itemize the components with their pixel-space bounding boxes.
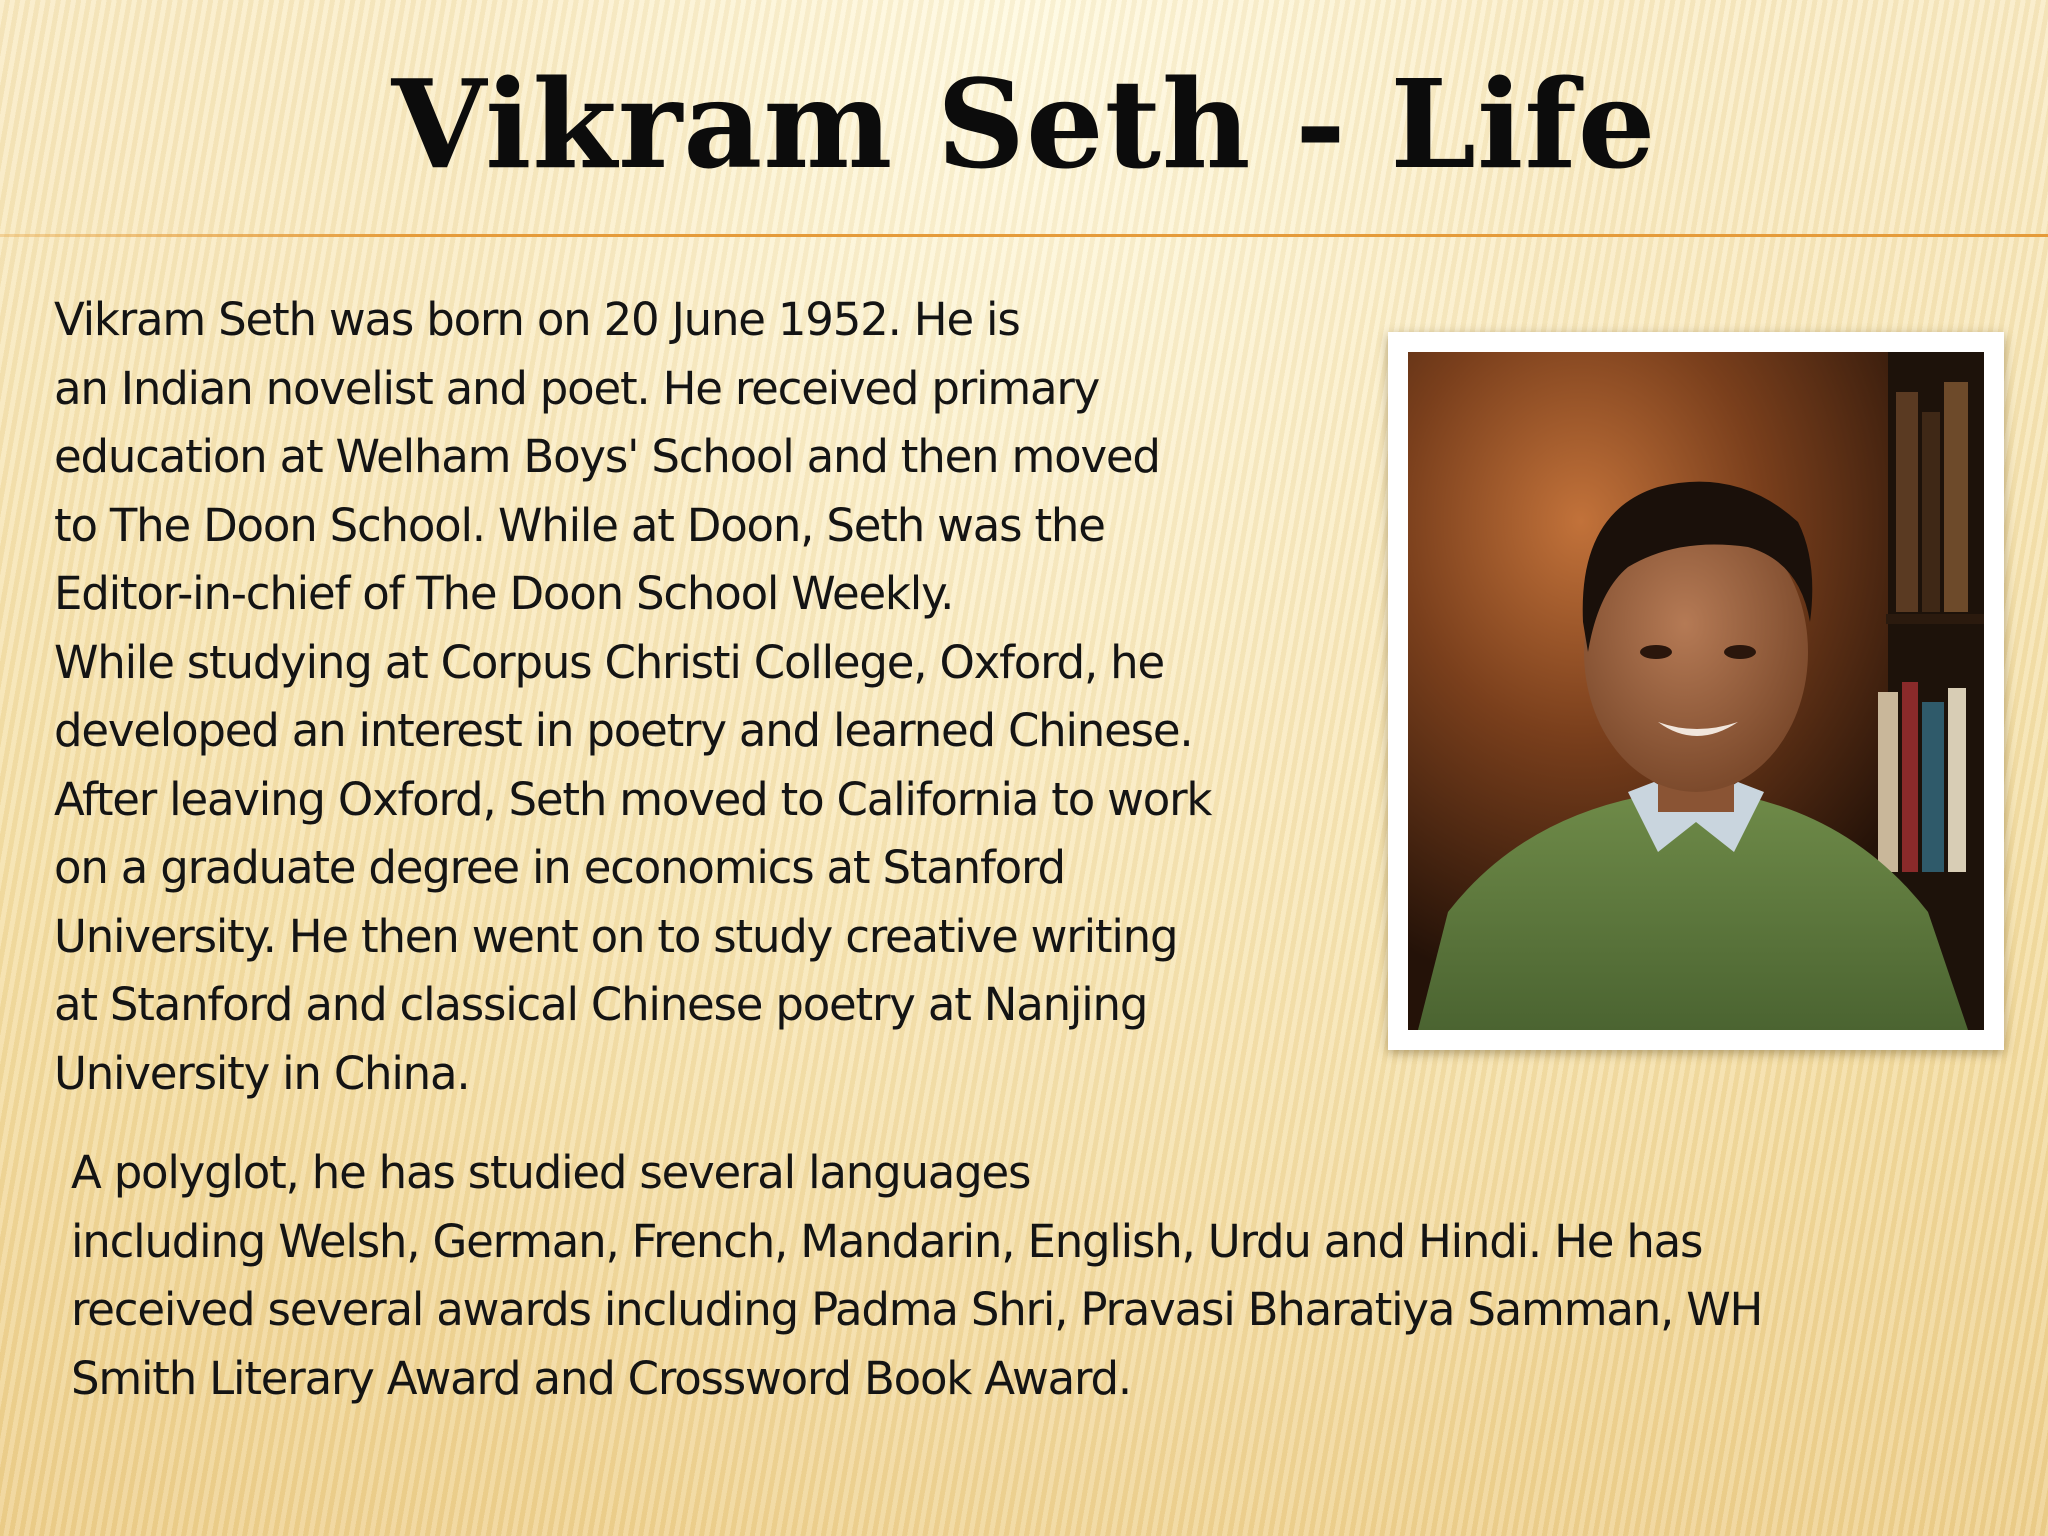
- author-photo: [1408, 352, 1984, 1030]
- text-line: Vikram Seth was born on 20 June 1952. He is: [54, 293, 1020, 346]
- text-line: on a graduate degree in economics at Stanford: [54, 841, 1065, 894]
- text-line: an Indian novelist and poet. He received primary: [54, 361, 1100, 415]
- text-line: University. He then went on to study creative writing: [54, 909, 1178, 963]
- text-line: developed an interest in poetry and learned Chinese.: [54, 704, 1193, 757]
- text-line: University in China.: [54, 1046, 470, 1100]
- text-line: Smith Literary Award and Crossword Book Award.: [71, 1351, 1131, 1405]
- portrait-illustration: [1408, 352, 1984, 1030]
- slide-title: Vikram Seth - Life: [391, 52, 1657, 196]
- text-line: received several awards including Padma Shri, Pravasi Bharatiya Samman, WH: [71, 1283, 1763, 1336]
- text-line: A polyglot, he has studied several languages: [71, 1146, 1031, 1199]
- author-photo-frame: [1388, 332, 2004, 1050]
- biography-paragraph: [54, 286, 1211, 1108]
- languages-awards-paragraph: [71, 1139, 1762, 1413]
- text-line: including Welsh, German, French, Mandarin, English, Urdu and Hindi. He has: [71, 1214, 1703, 1268]
- title-divider: [0, 234, 2048, 237]
- text-line: While studying at Corpus Christi College, Oxford, he: [54, 635, 1164, 689]
- text-line: education at Welham Boys' School and then moved: [54, 430, 1160, 483]
- text-line: to The Doon School. While at Doon, Seth was the: [54, 498, 1105, 552]
- text-line: at Stanford and classical Chinese poetry at Nanjing: [54, 978, 1148, 1031]
- text-line: After leaving Oxford, Seth moved to California to work: [54, 772, 1212, 826]
- text-line: Editor-in-chief of The Doon School Weekly.: [54, 567, 954, 620]
